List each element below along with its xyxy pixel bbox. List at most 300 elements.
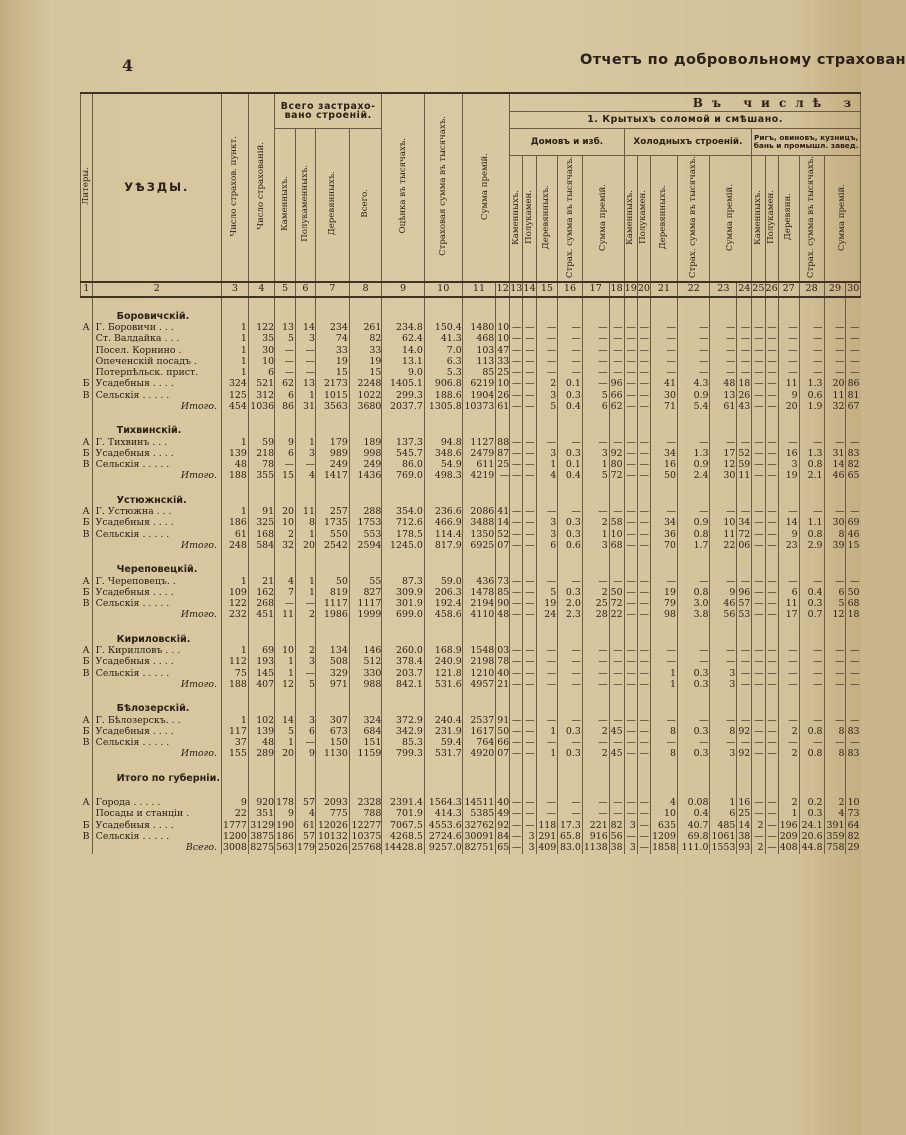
table-cell: — xyxy=(609,345,624,356)
table-cell: — xyxy=(609,367,624,378)
table-cell: 3 xyxy=(296,715,316,726)
table-cell: 842.1 xyxy=(382,679,425,690)
table-cell: 14 xyxy=(824,459,846,470)
table-cell: 4 xyxy=(536,471,558,482)
table-cell: — xyxy=(765,540,778,551)
empty-cell xyxy=(846,621,861,634)
table-cell: 13.1 xyxy=(382,356,425,367)
table-cell: — xyxy=(510,842,523,853)
empty-cell xyxy=(248,551,274,564)
table-cell: — xyxy=(752,576,765,587)
empty-cell xyxy=(523,495,536,506)
table-cell: 125 xyxy=(221,390,248,401)
table-cell: — xyxy=(765,737,778,748)
empty-cell xyxy=(765,297,778,311)
table-cell: 64 xyxy=(847,819,860,831)
table-cell: 11 xyxy=(778,598,799,609)
table-cell: 3 xyxy=(296,448,316,459)
table-cell: 2173 xyxy=(315,378,349,389)
empty-cell xyxy=(846,425,861,436)
row-label: Итого. xyxy=(92,748,221,759)
table-cell: 92 xyxy=(738,748,751,760)
table-cell: — xyxy=(637,529,650,540)
table-cell: 98 xyxy=(651,610,678,621)
column-number-row xyxy=(81,282,861,297)
table-cell: — xyxy=(275,598,296,609)
spacer-row xyxy=(81,621,861,634)
empty-cell xyxy=(846,634,861,645)
column-number: 15 xyxy=(536,282,558,297)
table-cell: — xyxy=(510,587,523,598)
empty-cell xyxy=(424,482,462,495)
table-cell: 96 xyxy=(610,378,623,390)
table-cell: 1 xyxy=(221,322,248,333)
table-cell: 3 xyxy=(536,529,558,540)
table-cell: 3 xyxy=(624,820,637,831)
empty-cell xyxy=(609,482,624,495)
table-cell: 50 xyxy=(497,725,510,737)
table-cell: 22 xyxy=(610,609,623,621)
table-cell: 112 xyxy=(221,656,248,667)
empty-cell xyxy=(624,784,637,797)
table-cell: 1 xyxy=(296,529,316,540)
empty-cell xyxy=(637,773,650,784)
empty-cell xyxy=(81,412,93,425)
empty-cell xyxy=(523,425,536,436)
table-cell: 3 xyxy=(778,459,799,470)
empty-cell xyxy=(523,482,536,495)
table-cell: 68 xyxy=(610,539,623,551)
table-cell: 1 xyxy=(296,576,316,587)
empty-cell xyxy=(248,773,274,784)
column-number: 11 xyxy=(462,282,496,297)
table-cell: 611 xyxy=(462,459,496,470)
table-cell: — xyxy=(637,679,650,690)
empty-cell xyxy=(221,634,248,645)
empty-cell xyxy=(81,425,93,436)
table-cell: 46 xyxy=(847,528,860,540)
table-cell: 920 xyxy=(248,797,274,808)
empty-cell xyxy=(523,412,536,425)
table-cell: — xyxy=(765,797,778,808)
table-cell: — xyxy=(637,737,650,748)
table-cell: — xyxy=(637,748,650,759)
table-cell: 9.0 xyxy=(382,367,425,378)
column-number: 17 xyxy=(582,282,609,297)
table-cell: — xyxy=(765,668,778,679)
table-cell: 1061 xyxy=(711,830,736,842)
empty-cell xyxy=(778,564,799,575)
empty-cell xyxy=(609,760,624,773)
table-cell: — xyxy=(510,401,523,412)
empty-cell xyxy=(275,311,296,322)
empty-cell xyxy=(349,621,382,634)
empty-cell xyxy=(710,773,737,784)
empty-cell xyxy=(81,495,93,506)
table-cell: — xyxy=(637,322,650,333)
table-cell: — xyxy=(510,748,523,759)
table-cell: 8 xyxy=(651,726,678,737)
table-cell: — xyxy=(582,333,609,344)
table-cell: 07 xyxy=(497,539,510,551)
table-cell: — xyxy=(624,333,637,344)
empty-cell xyxy=(315,495,349,506)
table-cell: 1753 xyxy=(349,517,382,528)
empty-cell xyxy=(710,297,737,311)
table-cell: — xyxy=(737,367,752,378)
table-cell: 46 xyxy=(824,471,846,482)
empty-cell xyxy=(677,634,710,645)
table-cell: 1 xyxy=(221,645,248,656)
header-vsego-band: Всего застрахо-вано строенiй. xyxy=(275,93,382,129)
table-cell: 07 xyxy=(497,748,510,760)
table-cell: — xyxy=(624,715,637,726)
table-cell: 1 xyxy=(710,797,737,808)
table-cell: 59.4 xyxy=(424,737,462,748)
table-cell: 1 xyxy=(221,576,248,587)
total-row xyxy=(81,471,861,482)
table-cell: 186 xyxy=(221,517,248,528)
table-cell: 17.3 xyxy=(558,820,583,831)
section-heading-row xyxy=(81,703,861,714)
empty-cell xyxy=(846,495,861,506)
table-cell: 139 xyxy=(248,726,274,737)
empty-cell xyxy=(382,784,425,797)
row-label: Усадебныя . . . . xyxy=(92,378,221,389)
table-cell: — xyxy=(846,356,861,367)
table-cell: 0.3 xyxy=(799,598,824,609)
total-row xyxy=(81,679,861,690)
empty-cell xyxy=(651,412,678,425)
empty-cell xyxy=(558,760,583,773)
table-cell: 2391.4 xyxy=(382,797,425,808)
empty-cell xyxy=(710,784,737,797)
table-cell: 414.3 xyxy=(424,808,462,819)
table-cell: — xyxy=(752,645,765,656)
row-label: Г. Кирилловъ . . . xyxy=(92,645,221,656)
table-cell: 2 xyxy=(296,610,316,621)
column-number: 5 xyxy=(275,282,296,297)
empty-cell xyxy=(651,297,678,311)
table-cell: 139 xyxy=(221,448,248,459)
empty-cell xyxy=(496,425,510,436)
table-cell: 209 xyxy=(779,830,798,842)
empty-cell xyxy=(510,482,523,495)
table-cell: — xyxy=(536,679,558,690)
table-cell: — xyxy=(765,656,778,667)
empty-cell xyxy=(846,564,861,575)
table-cell: 2724.6 xyxy=(424,831,462,842)
table-cell: 0.3 xyxy=(558,529,583,540)
table-cell: — xyxy=(799,437,824,448)
column-number: 6 xyxy=(296,282,316,297)
table-cell: 40.7 xyxy=(677,820,710,831)
spacer-row xyxy=(81,690,861,703)
table-cell: 32 xyxy=(824,401,846,412)
empty-cell xyxy=(424,621,462,634)
empty-cell xyxy=(496,703,510,714)
table-row xyxy=(81,356,861,367)
table-cell: — xyxy=(846,715,861,726)
table-cell: 155 xyxy=(221,748,248,759)
table-cell: 6925 xyxy=(462,540,496,551)
table-cell: 5 xyxy=(824,598,846,609)
table-cell: — xyxy=(558,656,583,667)
empty-cell xyxy=(523,564,536,575)
empty-cell xyxy=(349,564,382,575)
empty-cell xyxy=(778,482,799,495)
empty-cell xyxy=(710,482,737,495)
empty-cell xyxy=(349,551,382,564)
table-cell: 0.3 xyxy=(677,668,710,679)
table-cell: 5 xyxy=(582,390,609,401)
table-cell: 0.2 xyxy=(799,797,824,808)
table-cell: — xyxy=(510,831,523,842)
table-row xyxy=(81,322,861,333)
table-cell: 12 xyxy=(275,679,296,690)
table-cell: 291 xyxy=(536,831,558,842)
table-cell: 86 xyxy=(847,378,860,390)
empty-cell xyxy=(510,703,523,714)
table-cell: — xyxy=(752,459,765,470)
table-cell: 2037.7 xyxy=(382,401,425,412)
table-cell: — xyxy=(765,598,778,609)
empty-cell xyxy=(778,773,799,784)
table-cell: 122 xyxy=(248,322,274,333)
header-strah-summa-1: Страх. сумма въ тысячахъ. xyxy=(558,156,583,282)
table-row xyxy=(81,517,861,528)
table-cell: 82 xyxy=(847,459,860,471)
table-cell: 1548 xyxy=(462,645,496,656)
table-cell: 6 xyxy=(296,726,316,737)
table-cell: 18 xyxy=(847,609,860,621)
empty-cell xyxy=(349,784,382,797)
table-cell: 2 xyxy=(824,797,846,808)
table-cell: — xyxy=(624,797,637,808)
table-cell: 41 xyxy=(497,506,510,518)
table-cell: 59 xyxy=(248,437,274,448)
table-cell: 121.8 xyxy=(424,668,462,679)
empty-cell xyxy=(462,784,496,797)
table-cell: — xyxy=(637,345,650,356)
table-cell: 61 xyxy=(296,820,316,831)
table-cell: — xyxy=(799,506,824,517)
table-row xyxy=(81,645,861,656)
litera-cell: В xyxy=(82,830,90,842)
table-cell: 25 xyxy=(497,459,510,471)
table-cell: 0.1 xyxy=(558,378,583,389)
empty-cell xyxy=(221,412,248,425)
table-cell: 3488 xyxy=(462,517,496,528)
empty-cell xyxy=(92,690,221,703)
table-cell: — xyxy=(846,656,861,667)
table-cell: 20 xyxy=(275,506,296,517)
table-cell: — xyxy=(710,737,737,748)
table-cell: — xyxy=(510,598,523,609)
table-cell: 145 xyxy=(248,668,274,679)
empty-cell xyxy=(799,634,824,645)
table-cell: — xyxy=(624,378,637,389)
empty-cell xyxy=(624,621,637,634)
table-row xyxy=(81,598,861,609)
table-cell: — xyxy=(536,437,558,448)
table-cell: 10 xyxy=(710,517,737,528)
table-cell: 9 xyxy=(778,390,799,401)
table-cell: 48 xyxy=(248,737,274,748)
table-cell: 8 xyxy=(296,517,316,528)
table-cell: 85.3 xyxy=(382,737,425,748)
empty-cell xyxy=(677,551,710,564)
table-cell: 12026 xyxy=(315,820,349,831)
table-cell: — xyxy=(523,378,536,389)
empty-cell xyxy=(609,495,624,506)
empty-cell xyxy=(462,760,496,773)
empty-cell xyxy=(315,482,349,495)
table-cell: 55 xyxy=(349,576,382,587)
litera-cell: В xyxy=(82,459,90,471)
table-cell: — xyxy=(637,587,650,598)
empty-cell xyxy=(582,703,609,714)
empty-cell xyxy=(296,690,316,703)
table-cell: — xyxy=(510,576,523,587)
empty-cell xyxy=(765,703,778,714)
header-kamen: Каменныхъ. xyxy=(275,129,296,282)
empty-cell xyxy=(349,482,382,495)
empty-cell xyxy=(315,773,349,784)
empty-cell xyxy=(824,425,846,436)
table-cell: — xyxy=(752,737,765,748)
table-cell: — xyxy=(536,656,558,667)
header-kamennyh-2: Каменныхъ. xyxy=(624,156,637,282)
table-row xyxy=(81,459,861,470)
empty-cell xyxy=(609,690,624,703)
empty-cell xyxy=(799,621,824,634)
table-cell: — xyxy=(637,797,650,808)
table-cell: — xyxy=(765,506,778,517)
table-cell: 2 xyxy=(778,797,799,808)
table-cell: 78 xyxy=(248,459,274,470)
column-number: 4 xyxy=(248,282,274,297)
table-cell: 553 xyxy=(349,529,382,540)
empty-cell xyxy=(799,425,824,436)
empty-cell xyxy=(710,621,737,634)
table-cell: 2.0 xyxy=(558,598,583,609)
row-label: Всего. xyxy=(92,842,221,853)
table-cell: — xyxy=(710,715,737,726)
table-body xyxy=(81,297,861,854)
empty-cell xyxy=(651,690,678,703)
table-cell: 168.9 xyxy=(424,645,462,656)
table-row xyxy=(81,737,861,748)
table-cell: — xyxy=(846,668,861,679)
table-cell: — xyxy=(558,356,583,367)
empty-cell xyxy=(81,482,93,495)
table-cell: — xyxy=(510,356,523,367)
litera-cell: В xyxy=(82,598,90,610)
table-cell: 684 xyxy=(349,726,382,737)
empty-cell xyxy=(846,311,861,322)
table-cell: — xyxy=(637,820,650,831)
header-domov: Домовъ и изб. xyxy=(510,129,624,156)
header-polukamen: Полукаменныхъ. xyxy=(296,129,316,282)
table-cell: 521 xyxy=(248,378,274,389)
table-cell: 236.6 xyxy=(424,506,462,517)
table-cell: — xyxy=(752,356,765,367)
empty-cell xyxy=(651,425,678,436)
table-cell: 44.8 xyxy=(799,842,824,853)
empty-cell xyxy=(799,690,824,703)
header-v-chisle: Въ числѣ з xyxy=(510,93,861,112)
table-cell: 6 xyxy=(710,808,737,819)
table-cell: 3 xyxy=(523,842,536,853)
table-cell: — xyxy=(677,737,710,748)
table-cell: 325 xyxy=(248,517,274,528)
table-cell: — xyxy=(510,820,523,831)
empty-cell xyxy=(752,495,765,506)
empty-cell xyxy=(424,551,462,564)
empty-cell xyxy=(382,634,425,645)
table-cell: 179 xyxy=(315,437,349,448)
header-derevyan-3: Деревянн. xyxy=(778,156,799,282)
table-cell: 1 xyxy=(651,679,678,690)
table-cell: 30 xyxy=(710,471,737,482)
table-cell: — xyxy=(510,737,523,748)
empty-cell xyxy=(677,297,710,311)
table-cell: — xyxy=(624,322,637,333)
table-cell: 92 xyxy=(497,819,510,831)
table-cell: 1 xyxy=(582,459,609,470)
section-title: Тихвинскiй. xyxy=(92,425,221,436)
table-cell: — xyxy=(737,576,752,587)
header-summa-prem-1: Сумма премiй. xyxy=(582,156,624,282)
empty-cell xyxy=(382,311,425,322)
table-cell: 4920 xyxy=(462,748,496,759)
empty-cell xyxy=(496,621,510,634)
table-cell: 299.3 xyxy=(382,390,425,401)
table-row xyxy=(81,587,861,598)
table-cell: 50 xyxy=(315,576,349,587)
empty-cell xyxy=(778,425,799,436)
empty-cell xyxy=(846,297,861,311)
table-cell: — xyxy=(637,378,650,389)
table-cell: — xyxy=(824,356,846,367)
empty-cell xyxy=(637,621,650,634)
table-cell: 2.3 xyxy=(558,610,583,621)
table-cell: 9 xyxy=(221,797,248,808)
row-label: Г. Устюжна . . . xyxy=(92,506,221,517)
row-label: Сельскiя . . . . . xyxy=(92,668,221,679)
table-cell: — xyxy=(558,437,583,448)
column-number: 29 xyxy=(824,282,846,297)
table-cell: 916 xyxy=(582,831,609,842)
table-cell: 799.3 xyxy=(382,748,425,759)
table-cell: — xyxy=(824,322,846,333)
table-cell: 90 xyxy=(497,598,510,610)
table-cell: 351 xyxy=(248,808,274,819)
empty-cell xyxy=(737,760,752,773)
table-cell: 758 xyxy=(824,842,846,853)
table-cell: — xyxy=(846,506,861,517)
empty-cell xyxy=(424,703,462,714)
table-cell: 5 xyxy=(296,679,316,690)
table-cell: 348.6 xyxy=(424,448,462,459)
table-cell: 498.3 xyxy=(424,471,462,482)
table-cell: — xyxy=(624,448,637,459)
table-cell: — xyxy=(737,645,752,656)
empty-cell xyxy=(710,311,737,322)
table-cell: 1305.8 xyxy=(424,401,462,412)
table-cell: — xyxy=(510,668,523,679)
